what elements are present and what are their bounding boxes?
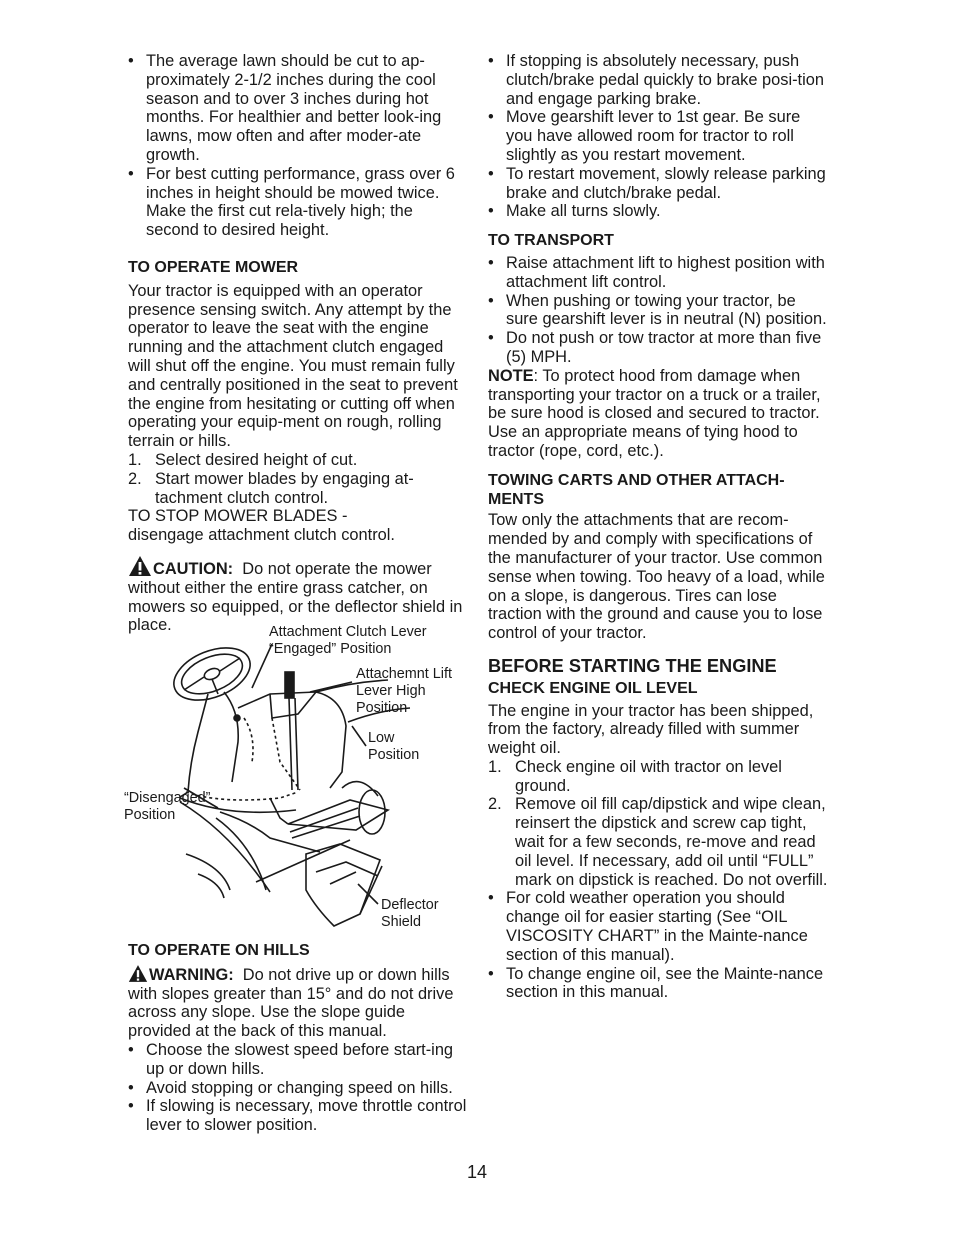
list-item: • To change engine oil, see the Mainte-nance section in this manual.	[488, 964, 824, 1002]
list-item: • For cold weather operation you should change oil for easier starting (See “OIL VISCOSITY CHART” in the Mainte-nance section of this manual).	[488, 889, 808, 964]
note-label: NOTE	[488, 366, 534, 385]
step-item: 1. Select desired height of cut.	[128, 450, 358, 469]
list-item: • Make all turns slowly.	[488, 202, 661, 221]
section-heading-towing: TOWING CARTS AND OTHER ATTACH- MENTS	[488, 471, 785, 508]
list-item: • Raise attachment lift to highest position with attachment lift control.	[488, 253, 825, 291]
section-heading-before-starting: BEFORE STARTING THE ENGINE	[488, 655, 777, 676]
note-text: : To protect hood from damage when transporting your tractor on a truck or a trailer, be sure hood is closed and secured to tractor. Use an appropriate means of tying hood to tractor (rope, cord, etc.).	[488, 366, 821, 460]
caution-label: CAUTION:	[153, 559, 234, 578]
engine-paragraph: The engine in your tractor has been shipped, from the factory, already filled with summer weight oil.	[488, 701, 814, 758]
page-number: 14	[466, 1162, 488, 1182]
list-item: • For best cutting performance, grass over 6 inches in height should be mowed twice. Make the first cut rela-tively high; the second to desired height.	[128, 164, 455, 240]
stop-blades-line: TO STOP MOWER BLADES -	[128, 507, 348, 526]
warning-triangle-icon	[128, 555, 152, 577]
label-attachment-lift-lever: Attachemnt Lift Lever High Position	[356, 666, 452, 716]
caution-text: Do not operate the mower without either the entire grass catcher, on mowers so equipped, or the deflector shield in place.	[128, 559, 463, 635]
list-item: • Do not push or tow tractor at more than five (5) MPH.	[488, 329, 822, 366]
list-item: • To restart movement, slowly release parking brake and clutch/brake pedal.	[488, 164, 826, 202]
towing-paragraph: Tow only the attachments that are recom-mended by and comply with specifications of the manufacturer of your tractor. Use common sense when towing. Too heavy of a load, while on a slope, is dangerous. Tires can lose traction with the ground and cause you to lose control of your tractor.	[488, 511, 825, 643]
tractor-lever-figure	[120, 622, 470, 934]
warning-text: Do not drive up or down hills with slopes greater than 15° and do not drive across any slope. Use the slope guide provided at the back of this manual.	[128, 965, 454, 1041]
warning-triangle-icon	[128, 964, 148, 983]
label-attachment-clutch-lever: Attachment Clutch Lever “Engaged” Position	[269, 624, 427, 657]
label-disengaged-position: “Disengaged” Position	[124, 790, 211, 823]
operate-mower-paragraph: Your tractor is equipped with an operator presence sensing switch. Any attempt by the operator to leave the seat with the engine running and the attachment clutch engaged will shut off the engine. You must remain fully and centrally positioned in the seat to prevent the engine from hesitating or cutting off when operating your equip-ment on rough, rolling terrain or hills.	[128, 281, 458, 451]
list-item: • Choose the slowest speed before start-ing up or down hills.	[128, 1040, 454, 1078]
step-item: 1. Check engine oil with tractor on level ground.	[488, 757, 782, 795]
transport-note	[488, 367, 828, 461]
right-column	[488, 52, 828, 1002]
label-deflector-shield: Deflector Shield	[381, 897, 439, 930]
list-item: • If stopping is absolutely necessary, push clutch/brake pedal quickly to brake posi-tion and engage parking brake.	[488, 52, 824, 108]
left-column	[128, 52, 468, 635]
hills-section	[128, 942, 468, 1135]
list-item: • Move gearshift lever to 1st gear. Be sure you have allowed room for tractor to roll slightly as you restart movement.	[488, 108, 801, 164]
step-item: 2. Remove oil fill cap/dipstick and wipe clean, reinsert the dipstick and screw cap tight, wait for a few seconds, re-move and read oil level. If necessary, add oil until “FULL” mark on dipstick is reached. Do not overfill.	[488, 795, 828, 889]
warning-label: WARNING:	[149, 965, 234, 984]
section-heading-transport: TO TRANSPORT	[488, 232, 614, 250]
step-item: 2. Start mower blades by engaging at-tachment clutch control.	[128, 469, 414, 507]
list-item: • The average lawn should be cut to ap-proximately 2-1/2 inches during the cool season and to over 3 inches during hot months. For healthier and better look-ing lawns, mow often and after moder-ate growth.	[128, 52, 442, 164]
label-low-position: Low Position	[368, 730, 420, 763]
section-heading-operate-mower: TO OPERATE MOWER	[128, 258, 299, 276]
list-item: • If slowing is necessary, move throttle control lever to slower position.	[128, 1097, 467, 1135]
subheading-check-oil: CHECK ENGINE OIL LEVEL	[488, 679, 698, 697]
stop-blades-instruction: disengage attachment clutch control.	[128, 526, 395, 545]
list-item: • Avoid stopping or changing speed on hills.	[128, 1078, 453, 1097]
warning-block	[128, 964, 468, 1041]
list-item: • When pushing or towing your tractor, be sure gearshift lever is in neutral (N) position.	[488, 291, 827, 329]
section-heading-hills: TO OPERATE ON HILLS	[128, 942, 310, 959]
